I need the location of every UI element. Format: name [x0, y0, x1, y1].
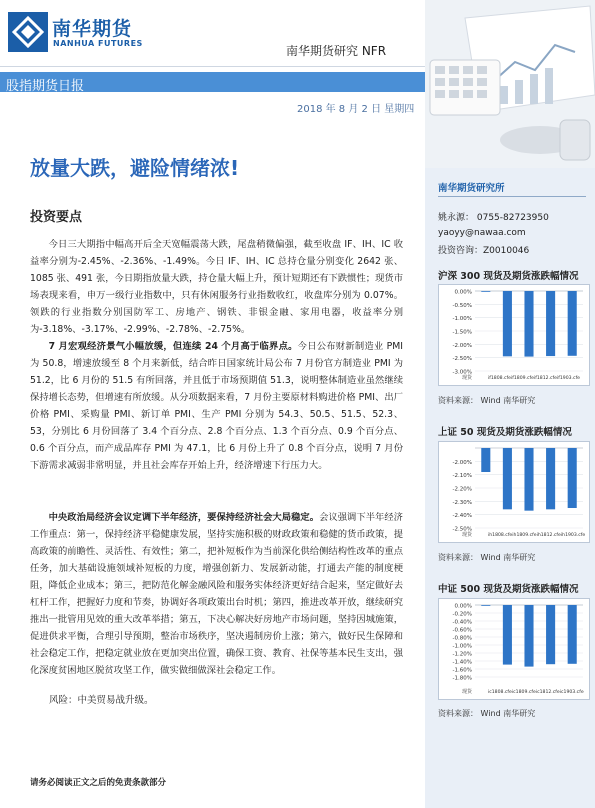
- paragraph-lead: 7 月宏观经济景气小幅放缓，但连续 24 个月高于临界点。: [48, 341, 298, 352]
- chart-sz50: [438, 441, 590, 543]
- y-tick-label: -2.50%: [452, 526, 472, 533]
- bar: [524, 448, 533, 511]
- y-tick-label: -0.40%: [452, 619, 472, 626]
- x-category-label: ic1808.cfeic1809.cfeic1812.cfeic1903.cfe: [487, 690, 584, 695]
- disclaimer-note: 请务必阅读正文之后的免责条款部分: [30, 778, 167, 788]
- y-tick-label: 0.00%: [454, 603, 472, 610]
- x-category-label: 现货: [461, 689, 472, 695]
- y-tick-label: -2.50%: [452, 356, 472, 363]
- bar: [546, 448, 555, 509]
- report-type-label: 股指期货日报: [6, 79, 85, 94]
- y-tick-label: -2.10%: [452, 473, 472, 480]
- chart-zz500: [438, 598, 590, 700]
- y-tick-label: -2.30%: [452, 499, 472, 506]
- header-research-label: 南华期货研究 NFR: [286, 44, 387, 58]
- bar: [524, 605, 533, 667]
- paragraph-pmi: [30, 338, 403, 474]
- paragraph-politburo: [30, 509, 403, 679]
- paragraph-text: 今日三大期指中幅高开后全天宽幅震荡大跌，尾盘稍微偏强，截至收盘 IF、IH、IC 收益率分别为-2.45%、-2.36%、-1.49%。今日 IF、IH、IC 总持仓量分别变化 2642 张、1085 张、491 张，今日期指放量大跌，持仓量大幅上升，预计短期还有下跌惯性；现货市场表现来看，申万一级行业指数中，只有休闲服务行业指数收红，收盘库分别为 0.07%。领跌的行业指数分别国防军工、房地产、钢铁、非银金融、家用电器，收益率分别为-3.18%、-3.17%、-2.99%、-2.78%、-2.75%。: [30, 239, 403, 335]
- y-tick-label: -1.00%: [452, 316, 472, 323]
- bar: [546, 605, 555, 664]
- bar: [568, 448, 577, 508]
- y-tick-label: -1.40%: [452, 659, 472, 666]
- chart-source-zz500: 资料来源： Wind 南华研究: [438, 709, 536, 718]
- office-desk-image-icon: [425, 0, 595, 168]
- y-tick-label: -1.80%: [452, 675, 472, 682]
- company-logo: [8, 12, 148, 56]
- x-category-label: 现货: [461, 375, 472, 381]
- chart-source-hs300: 资料来源： Wind 南华研究: [438, 396, 536, 405]
- bar: [481, 291, 490, 292]
- report-date: 2018 年 8 月 2 日 星期四: [297, 104, 415, 115]
- bar: [503, 605, 512, 665]
- y-tick-label: -1.20%: [452, 651, 472, 658]
- y-tick-label: -0.60%: [452, 627, 472, 634]
- logo-text-cn: 南华期货: [52, 18, 133, 40]
- paragraph-lead: 中央政治局经济会议定调下半年经济，要保持经济社会大局稳定。: [48, 512, 320, 523]
- y-tick-label: -2.20%: [452, 486, 472, 493]
- sidebar-divider: [438, 196, 586, 197]
- paragraph-text: 今日公布财新制造业 PMI 为 50.8，增速放缓至 8 个月来新低，结合昨日国家统计局公布 7 月份官方制造业 PMI 为 51.2，比 6 月份的 51.5 有所回落，并且低于市场预期值 51.3，说明整体制造业虽然继续保持增长态势，但增速有所放缓。从分项数据来看，7 月份主要原材料购进价格 PMI、出厂价格 PMI、采购量 PMI、新订单 PMI、生产 PMI 分别为 54.3、50.5、51.5、52.3、53，分别比 6 月份回落了 3.4 个百分点、2.8 个百分点、1.3 个百分点、0.9 个百分点、0.6 个百分点，而产成品库存 PMI 为 47.1，比 6 月份上升了 0.8 个百分点，说明 7 月份下游需求减弱非常明显，并且社会库存开始上升，经济增速下行压力大。: [30, 341, 404, 471]
- y-tick-label: -0.50%: [452, 302, 472, 309]
- bar: [568, 605, 577, 664]
- chart-title-hs300: 沪深 300 现货及期货涨跌幅情况: [438, 271, 579, 282]
- y-tick-label: -0.20%: [452, 611, 472, 618]
- y-tick-label: -2.00%: [452, 342, 472, 349]
- bar-chart-svg: [439, 599, 589, 699]
- bar: [503, 291, 512, 356]
- risk-note: 风险：中美贸易战升级。: [49, 695, 154, 706]
- y-tick-label: -2.40%: [452, 513, 472, 520]
- bar: [546, 291, 555, 356]
- analyst-contact: 姚永源： 0755-82723950: [438, 213, 549, 223]
- header-divider: [0, 66, 425, 67]
- sidebar-org-name: 南华期货研究所: [438, 183, 505, 194]
- report-title: 放量大跌，避险情绪浓!: [30, 156, 240, 180]
- bar: [481, 605, 490, 606]
- y-tick-label: -1.50%: [452, 329, 472, 336]
- y-tick-label: 0.00%: [454, 289, 472, 296]
- x-category-label: ih1808.cfeih1809.cfeih1812.cfeih1903.cfe: [487, 533, 586, 538]
- chart-hs300: [438, 284, 590, 386]
- bar: [568, 291, 577, 356]
- paragraph-text: 会议强调下半年经济工作重点：第一，保持经济平稳健康发展，坚持实施积极的财政政策和稳健的货币政策，提高政策的前瞻性、灵活性、有效性；第二，把补短板作为当前深化供给侧结构性改革的重点任务，加大基础设施领域补短板的力度，增强创新力、发展新动能，打通去产能的制度梗阻，降低企业成本；第三，把防范化解金融风险和服务实体经济更好结合起来，坚定做好去杠杆工作，把握好力度和节奏，协调好各项政策出台时机；第四，推进改革开放，继续研究推出一批管用见效的重大改革举措；第五，下决心解决好房地产市场问题，坚持因城施策，促进供求平衡，合理引导预期，整治市场秩序，坚决遏制房价上涨；第六，做好民生保障和社会稳定工作，把稳定就业放在更加突出位置，确保工资、教育、社保等基本民生支出，强化深度贫困地区脱贫攻坚工作，做实做细做深社会稳定工作。: [30, 512, 403, 676]
- bar-chart-svg: [439, 442, 589, 542]
- bar-chart-svg: [439, 285, 589, 385]
- bar: [524, 291, 533, 357]
- analyst-license: 投资咨询：Z0010046: [438, 246, 530, 256]
- y-tick-label: -1.00%: [452, 643, 472, 650]
- bar: [503, 448, 512, 509]
- y-tick-label: -3.00%: [452, 369, 472, 376]
- x-category-label: if1808.cfeif1809.cfeif1812.cfeif1903.cfe: [487, 376, 581, 381]
- paragraph-market-summary: [30, 236, 403, 338]
- header-photo: [425, 0, 595, 168]
- section-heading: 投资要点: [30, 210, 83, 225]
- analyst-email: yaoyy@nawaa.com: [438, 228, 526, 238]
- logo-text-en: NANHUA FUTURES: [53, 39, 143, 48]
- y-tick-label: -1.60%: [452, 667, 472, 674]
- nanhua-logo-icon: [8, 12, 48, 52]
- chart-title-zz500: 中证 500 现货及期货涨跌幅情况: [438, 584, 579, 595]
- chart-title-sz50: 上证 50 现货及期货涨跌幅情况: [438, 427, 572, 438]
- y-tick-label: -2.00%: [452, 459, 472, 466]
- x-category-label: 现货: [461, 532, 472, 538]
- chart-source-sz50: 资料来源： Wind 南华研究: [438, 553, 536, 562]
- y-tick-label: -0.80%: [452, 635, 472, 642]
- bar: [481, 448, 490, 472]
